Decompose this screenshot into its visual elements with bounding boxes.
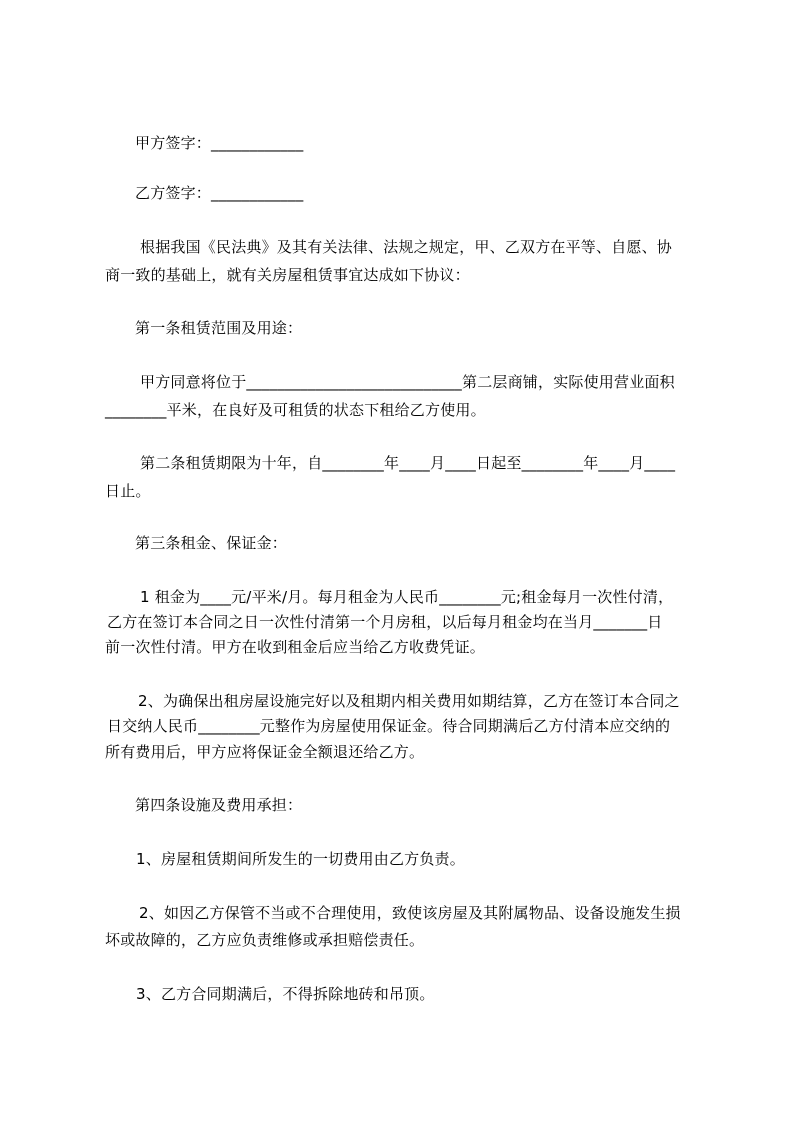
article-2-line-2: 日止。: [105, 482, 151, 500]
article-2-line-1: 第二条租赁期限为十年，自________年____月____日起至________年____月____: [140, 454, 676, 472]
article-4-title: 第四条设施及费用承担：: [135, 796, 303, 814]
article-1-line-2: ________平米，在良好及可租赁的状态下租给乙方使用。: [105, 401, 486, 419]
article-1-title: 第一条租赁范围及用途：: [135, 319, 303, 337]
article-3-item-2-line-2: 日交纳人民币________元整作为房屋使用保证金。待合同期满后乙方付清本应交纳的: [107, 717, 671, 735]
article-3-item-1-line-1: 1 租金为____元/平米/月。每月租金为人民币________元;租金每月一次性付清，: [140, 588, 674, 606]
party-b-signature-line: 乙方签字：____________: [135, 184, 304, 202]
article-4-item-3: 3、乙方合同期满后，不得拆除地砖和吊顶。: [136, 985, 435, 1003]
article-4-item-2-line-1: 2、如因乙方保管不当或不合理使用，致使该房屋及其附属物品、设备设施发生损: [139, 904, 681, 922]
article-3-item-1-line-3: 前一次性付清。甲方在收到租金后应当给乙方收费凭证。: [105, 638, 486, 656]
article-3-title: 第三条租金、保证金：: [135, 534, 288, 552]
article-3-item-2-line-1: 2、为确保出租房屋设施完好以及租期内相关费用如期结算，乙方在签订本合同之: [138, 692, 680, 710]
party-a-signature-line: 甲方签字：____________: [135, 134, 304, 152]
article-1-line-1: 甲方同意将位于____________________________第二层商铺，实际使用营业面积: [140, 373, 675, 391]
intro-line-2: 商一致的基础上，就有关房屋租赁事宜达成如下协议：: [105, 266, 470, 284]
article-3-item-1-line-2: 乙方在签订本合同之日一次性付清第一个月房租，以后每月租金均在当月_______日: [107, 613, 663, 631]
article-4-item-2-line-2: 坏或故障的，乙方应负责维修或承担赔偿责任。: [105, 931, 425, 949]
article-3-item-2-line-3: 所有费用后，甲方应将保证金全额退还给乙方。: [105, 743, 425, 761]
intro-line-1: 根据我国《民法典》及其有关法律、法规之规定，甲、乙双方在平等、自愿、协: [140, 238, 673, 256]
article-4-item-1: 1、房屋租赁期间所发生的一切费用由乙方负责。: [136, 850, 465, 868]
